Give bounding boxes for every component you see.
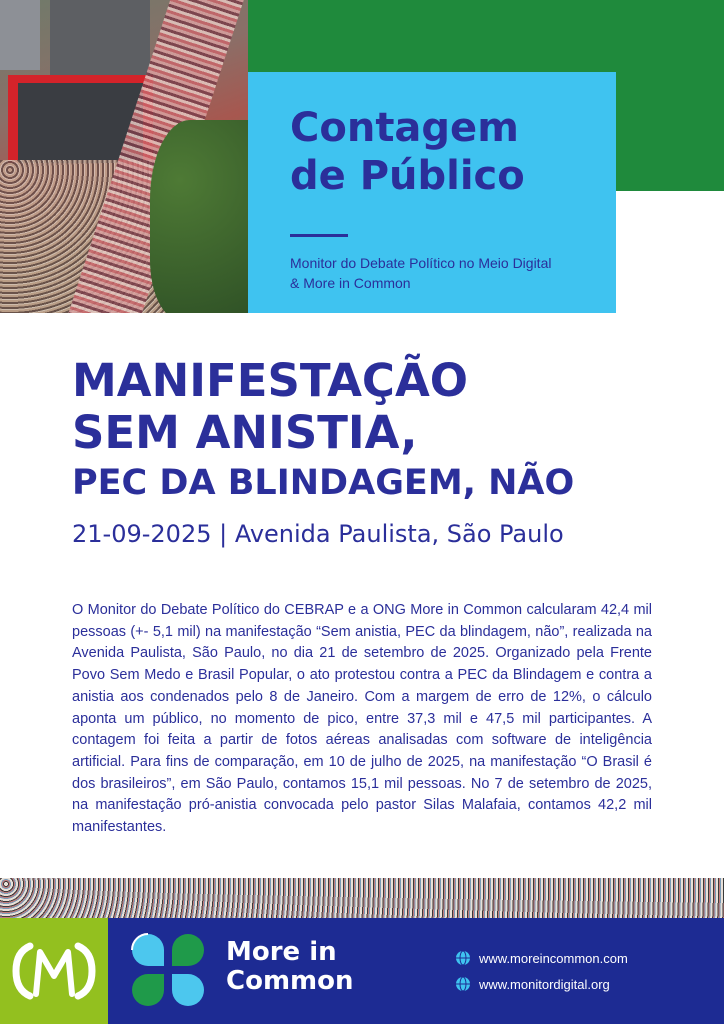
cover-title (290, 104, 525, 200)
green-accent-block (612, 0, 724, 191)
event-headline (72, 355, 574, 507)
brand-name-line2: Common (226, 966, 354, 996)
headline-line1: MANIFESTAÇÃO (72, 354, 469, 407)
cover-subtitle-line2: & More in Common (290, 275, 411, 291)
brand-name-line1: More in (226, 937, 337, 967)
body-paragraph: O Monitor do Debate Político do CEBRAP e a ONG More in Common calcularam 42,4 mil pessoas (+- 5,1 mil) na manifestação “Sem anistia, PEC da blindagem, não”, realizada na Avenida Paulista, São Paulo, no dia 21 de setembro de 2025. Organizado pela Frente Povo Sem Medo e Brasil Popular, o ato protestou contra a PEC da Blindagem e contra a anistia aos condenados pelo 8 de Janeiro. Com a margem de erro de 12%, o cálculo aponta um público, no momento de pico, entre 37,3 mil e 47,5 mil participantes. A contagem foi feita a partir de fotos aéreas analisadas com software de inteligência artificial. Para fins de comparação, em 10 de julho de 2025, na manifestação “O Brasil é dos brasileiros”, em São Paulo, contamos 15,1 mil pessoas. No 7 de setembro de 2025, na manifestação pró-anistia convocada pelo pastor Silas Malafaia, contamos 42,2 mil manifestantes. (72, 602, 652, 836)
headline-line2: SEM ANISTIA, (72, 406, 418, 459)
headline-line3: PEC DA BLINDAGEM, NÃO (72, 463, 575, 503)
cover-title-line1: Contagem (290, 105, 519, 151)
link-monitordigital[interactable] (455, 971, 628, 997)
brand-name (226, 938, 354, 996)
link-text[interactable]: www.moreincommon.com (479, 950, 628, 966)
link-moreincommon[interactable] (455, 945, 628, 971)
cover-subtitle-line1: Monitor do Debate Político no Meio Digital (290, 255, 552, 271)
event-dateline: 21-09-2025 | Avenida Paulista, São Paulo (72, 520, 564, 548)
title-divider (290, 234, 348, 237)
link-text[interactable]: www.monitordigital.org (479, 976, 610, 992)
crowd-photo-strip (0, 878, 724, 918)
footer-links (455, 945, 628, 997)
monitor-m-logo-icon (0, 918, 108, 1024)
globe-icon (455, 976, 471, 992)
cover-title-line2: de Público (290, 153, 525, 199)
globe-icon (455, 950, 471, 966)
cover-subtitle (290, 253, 610, 293)
more-in-common-logo-icon (128, 930, 208, 1010)
aerial-crowd-photo (0, 0, 248, 313)
